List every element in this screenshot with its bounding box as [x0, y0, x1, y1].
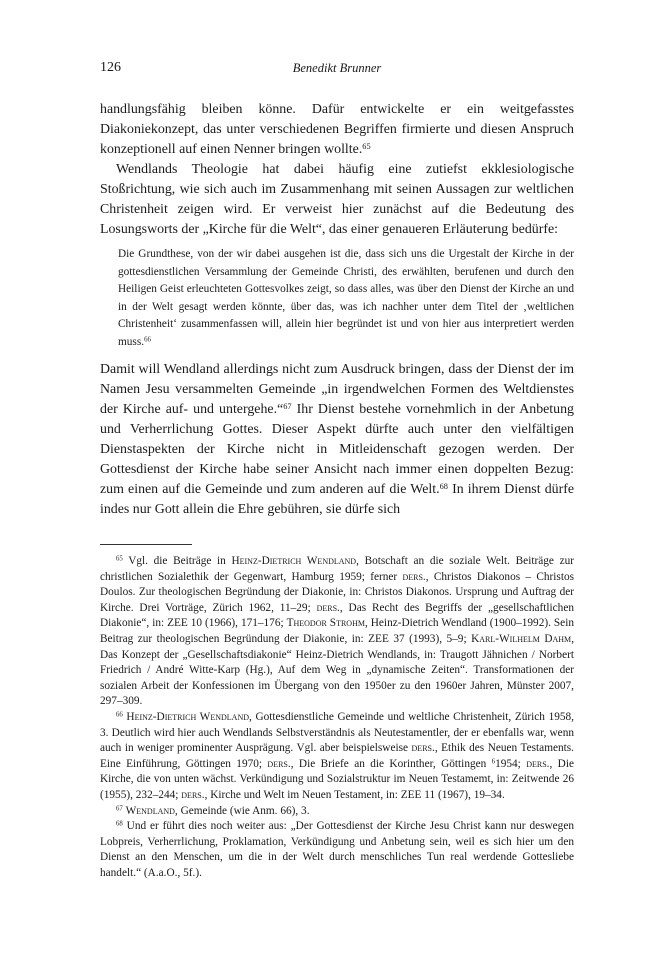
footnote-text: Vgl. die Beiträge in — [122, 555, 232, 567]
paragraph-text: handlungsfähig bleiben könne. Dafür entwickelte er ein weitgefasstes Diakoniekonzept, das unter verschiedenen Begriffen firmierte und diesen Anspruch konzeptionell auf einen Nenner bringen wollte. — [100, 102, 574, 157]
quote-text: Die Grundthese, von der wir dabei ausgehen ist die, dass sich uns die Urgestalt der Kirche in der gottesdienstlichen Versammlung der Gemeinde Christi, des erwählten, berufenen und durch den Heiligen Geist erleuchteten Gottesvolkes zeigt, so dass alles, was über den Dienst der Kirche an und in der Welt gesagt werden könnte, über das, was ich nachher unter dem Titel der ‚weltlichen Christenheit‘ zusammenfassen will, allein hier begründet ist und von hier aus interpretiert werden muss. — [118, 248, 574, 348]
footnote-ref-66: 66 — [144, 336, 151, 344]
footnotes — [100, 554, 574, 881]
author-name: ders. — [181, 788, 205, 801]
main-text — [100, 100, 574, 520]
footnote-66 — [100, 710, 574, 804]
page-number: 126 — [100, 60, 121, 75]
footnote-text: , Heinz-Dietrich Wendland (1900–1992). Sein Beitrag zur theologischen Begründung der Diakonie, in: ZEE 37 (1993), 5–9; — [100, 617, 574, 645]
footnote-text: , Kirche und Welt im Neuen Testament, in: ZEE 11 (1967), 19–34. — [204, 788, 505, 801]
footnote-separator — [100, 544, 192, 545]
footnote-text: , Das Recht des Begriffs der „gesellschaftlichen Diakonie“, in: ZEE 10 (1966), 171–176; — [100, 601, 574, 630]
author-name: ders. — [316, 601, 340, 614]
author-name: Heinz-Dietrich Wendland — [126, 710, 249, 723]
footnote-ref-65: 65 — [362, 141, 371, 151]
footnote-text: , Die Kirche, die von unten wächst. Verkündigung und Sozialstruktur im Neuen Testamemt, in: Zeitwende 26 (1955), 232–244; — [100, 757, 574, 801]
footnote-text: , Ethik des Neuen Testaments. Eine Einführung, Göttingen 1970; — [100, 742, 575, 770]
author-name: ders. — [402, 570, 426, 583]
footnote-ref-68: 68 — [439, 481, 448, 491]
body-paragraph-3 — [100, 360, 574, 520]
footnote-number: 66 — [116, 711, 123, 719]
footnote-text: 1954; — [495, 757, 527, 770]
page-header — [100, 60, 574, 80]
body-paragraph-2: Wendlands Theologie hat dabei häufig eine zutiefst ekklesiologische Stoßrichtung, wie sich auch im Zusammenhang mit seinen Aussagen zur weltlichen Christenheit zeigen wird. Er verweist hier zunächst auf die Bedeutung des Losungsworts der „Kirche für die Welt“, das einer genaueren Erläuterung bedürfe: — [100, 162, 574, 237]
block-quote — [118, 246, 574, 351]
author-name: ders. — [411, 742, 435, 755]
author-name: ders. — [526, 757, 550, 770]
running-head-author: Benedikt Brunner — [292, 61, 382, 75]
footnote-text: , Die Briefe an die Korinther, Göttingen — [290, 757, 492, 770]
footnote-text: , Das Konzept der „Gesellschaftsdiakonie“ Heinz-Dietrich Wendlands, in: Traugott Jähnichen / Norbert Friedrich / André Witte-Karp (Hg.), Auf dem Weg in „dynamische Zeiten“. Transformationen der sozialen Arbeit der Konfessionen im Übergang von den 1950er zu den 1960er Jahren, Münster 2007, 297–309. — [100, 632, 575, 708]
footnote-text: , Gemeinde (wie Anm. 66), 3. — [174, 804, 310, 817]
footnote-68 — [100, 819, 574, 881]
footnote-text: , Gottesdienstliche Gemeinde und weltliche Christenheit, Zürich 1958, 3. Deutlich wird hier auch Wendlands Selbstverständnis als Neutestamentler, der er ebenfalls war, wenn auch in weniger prominenter Ausprägung. Vgl. aber beispielsweise — [100, 710, 575, 755]
footnote-number: 68 — [116, 820, 123, 828]
paragraph-text-a: Damit will Wendland allerdings nicht zum Ausdruck bringen, dass der Dienst der im Namen Jesu versammelten Gemeinde „in irgendwelchen Formen des Weltdienstes der Kirche auf- und untergehe.“ — [100, 362, 574, 417]
footnote-65 — [100, 554, 574, 710]
author-name: Wendland — [125, 804, 175, 817]
paragraph-text-c: In ihrem Dienst dürfe indes nur Gott allein die Ehre gebühren, sie dürfe sich — [100, 482, 575, 517]
edition-number: 6 — [491, 758, 496, 766]
footnote-67 — [100, 804, 574, 820]
body-paragraph-1 — [100, 100, 574, 160]
author-name: Theodor Strohm — [286, 617, 365, 630]
footnote-text: , Botschaft an die soziale Welt. Beiträge zur christlichen Sozialethik der Gegenwart, Hamburg 1959; ferner — [100, 555, 574, 583]
footnote-ref-67: 67 — [283, 401, 292, 411]
footnote-text: Und er führt dies noch weiter aus: „Der Gottesdienst der Kirche Jesu Christ kann nur deswegen Lobpreis, Verherrlichung, Proklamation, Verkündigung und Anbetung sein, weil es sich hier um den Dienst an den Menschen, um die in der Welt durch menschliches Tun real werdende Gottesliebe handelt.“ (A.a.O., 5f.). — [100, 820, 574, 879]
author-name: Karl-Wilhelm Dahm — [471, 632, 572, 645]
author-name: Heinz-Dietrich Wendland — [231, 555, 357, 567]
author-name: ders. — [267, 757, 291, 770]
footnote-number: 65 — [116, 555, 123, 563]
book-page — [100, 60, 574, 881]
footnote-number: 67 — [116, 805, 123, 813]
footnote-text: , Christos Diakonos – Christos Doulos. Zur theologischen Begründung der Diakonie, in: Christos Diakonos. Ursprung und Auftrag der Kirche. Drei Vorträge, Zürich 1962, 11–29; — [100, 570, 574, 614]
paragraph-text-b: Ihr Dienst bestehe vornehmlich in der Anbetung und Verherrlichung Gottes. Dieser Aspekt dürfte auch unter den vielfältigen Dienstaspekten der Kirche nicht in Mitleidenschaft gezogen werden. Der Gottesdienst der Kirche habe seiner Ansicht nach immer einen doppelten Bezug: zum einen auf die Gemeinde und zum anderen auf die Welt. — [100, 402, 574, 497]
